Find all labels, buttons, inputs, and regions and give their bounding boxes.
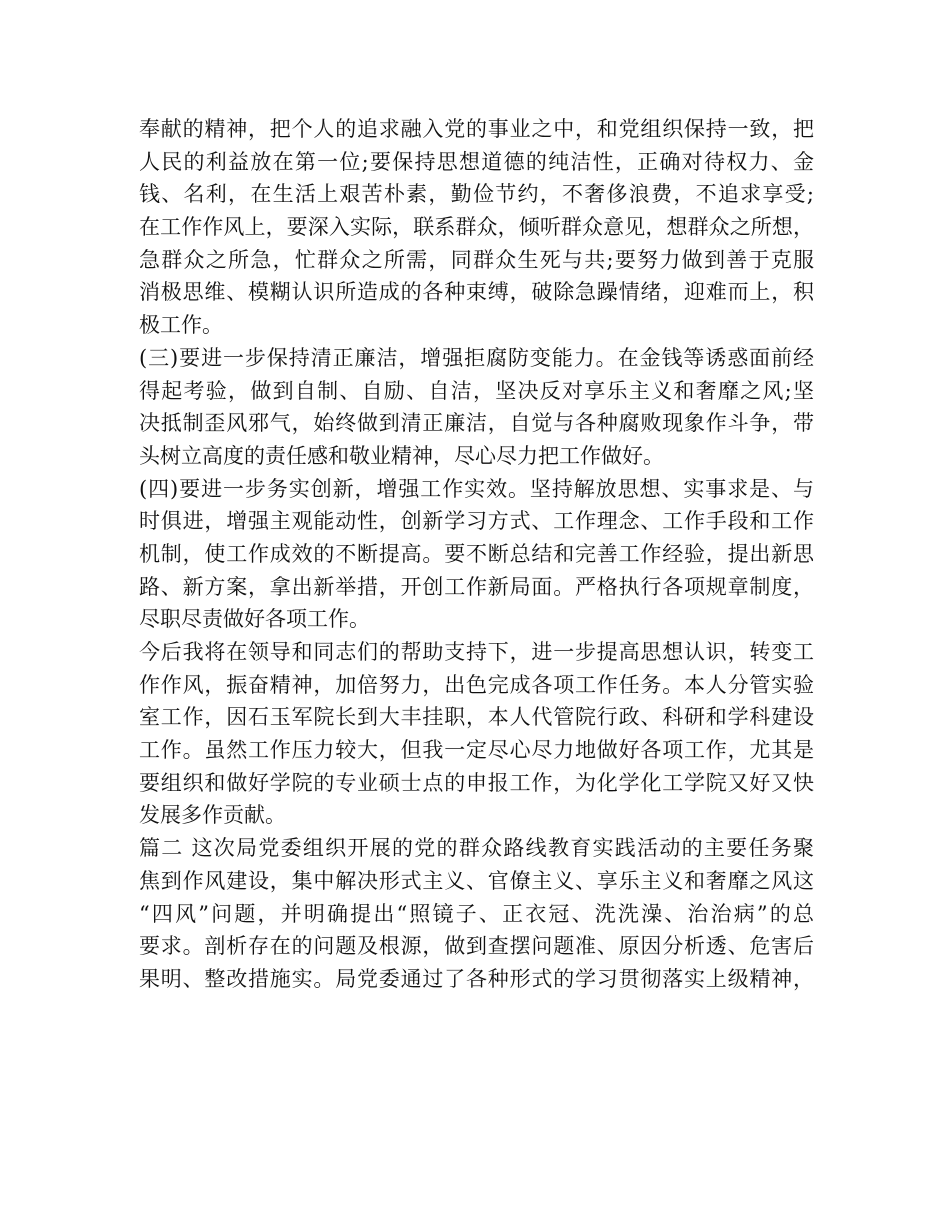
text-line: 人民的利益放在第一位;要保持思想道德的纯洁性，正确对待权力、金 bbox=[139, 149, 814, 174]
document-body bbox=[139, 113, 814, 996]
text-line: 发展多作贡献。 bbox=[139, 803, 286, 828]
text-line: 篇二 这次局党委组织开展的党的群众路线教育实践活动的主要任务聚 bbox=[139, 836, 814, 861]
text-line: 作作风，振奋精神，加倍努力，出色完成各项工作任务。本人分管实验 bbox=[139, 672, 814, 697]
text-line: 要组织和做好学院的专业硕士点的申报工作，为化学化工学院又好又快 bbox=[139, 770, 814, 795]
text-line: 得起考验，做到自制、自励、自洁，坚决反对享乐主义和奢靡之风;坚 bbox=[139, 378, 814, 403]
text-line: 急群众之所急，忙群众之所需，同群众生死与共;要努力做到善于克服 bbox=[139, 247, 814, 272]
text-line: 室工作，因石玉军院长到大丰挂职，本人代管院行政、科研和学科建设 bbox=[139, 705, 814, 730]
text-line: “四风”问题，并明确提出“照镜子、正衣冠、洗洗澡、治治病”的总 bbox=[139, 901, 814, 926]
text-line: 头树立高度的责任感和敬业精神，尽心尽力把工作做好。 bbox=[139, 443, 664, 468]
text-line: 尽职尽责做好各项工作。 bbox=[139, 607, 370, 632]
text-line: 在工作作风上，要深入实际，联系群众，倾听群众意见，想群众之所想， bbox=[139, 215, 814, 240]
text-line: 奉献的精神，把个人的追求融入党的事业之中，和党组织保持一致，把 bbox=[139, 117, 814, 141]
text-line: 路、新方案，拿出新举措，开创工作新局面。严格执行各项规章制度， bbox=[139, 574, 814, 599]
text-line: 焦到作风建设，集中解决形式主义、官僚主义、享乐主义和奢靡之风这 bbox=[139, 868, 814, 893]
text-line: 消极思维、模糊认识所造成的各种束缚，破除急躁情绪，迎难而上，积 bbox=[139, 280, 814, 305]
text-line: (四)要进一步务实创新，增强工作实效。坚持解放思想、实事求是、与 bbox=[139, 476, 814, 501]
text-line: 果明、整改措施实。局党委通过了各种形式的学习贯彻落实上级精神， bbox=[139, 966, 814, 991]
text-line: 工作。虽然工作压力较大，但我一定尽心尽力地做好各项工作，尤其是 bbox=[139, 738, 814, 763]
text-line: 决抵制歪风邪气，始终做到清正廉洁，自觉与各种腐败现象作斗争，带 bbox=[139, 411, 814, 436]
text-line: 今后我将在领导和同志们的帮助支持下，进一步提高思想认识，转变工 bbox=[139, 640, 814, 664]
text-line: 机制，使工作成效的不断提高。要不断总结和完善工作经验，提出新思 bbox=[139, 541, 814, 566]
text-line: 时俱进，增强主观能动性，创新学习方式、工作理念、工作手段和工作 bbox=[139, 509, 814, 534]
text-line: 要求。剖析存在的问题及根源，做到查摆问题准、原因分析透、危害后 bbox=[139, 934, 814, 959]
text-line: (三)要进一步保持清正廉洁，增强拒腐防变能力。在金钱等诱惑面前经 bbox=[139, 345, 814, 370]
text-line: 钱、名利，在生活上艰苦朴素，勤俭节约，不奢侈浪费，不追求享受; bbox=[139, 182, 814, 207]
text-line: 极工作。 bbox=[139, 313, 223, 338]
